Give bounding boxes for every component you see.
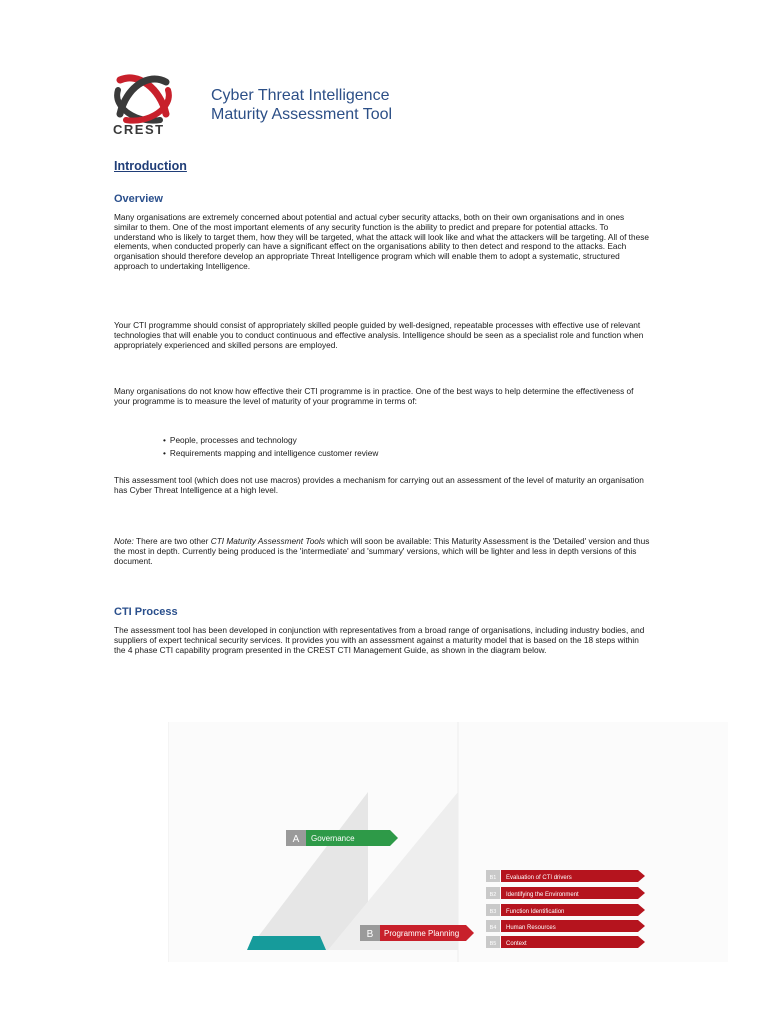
overview-paragraph-1: Many organisations are extremely concerned about potential and actual cyber security attacks, both on their own organisations and in ones similar to them. One of the most important elements of any security function is the ability to predict and prepare for potential attacks. To understand who is likely to target them, how they will be targeted, what the attack will look like and what the attackers will be targeting. All of these elements, when conducted properly can have a significant effect on the organisations ability to then detect and respond to the attacks. Each organisation should therefore develop an appropriate Threat Intelligence program which will enable them to adopt a systematic, structured approach to undertaking Intelligence. bbox=[114, 212, 649, 271]
step-code: B5 bbox=[489, 941, 497, 947]
step-b3 bbox=[486, 904, 645, 916]
phase-a-arrow bbox=[286, 830, 398, 846]
overview-heading: Overview bbox=[114, 193, 163, 205]
step-label: Function Identification bbox=[506, 909, 565, 915]
note-text-b: which will soon be available: This Maturity Assessment is the 'Detailed' version and thus the most in depth. Currently being produced is the 'intermediate' and 'summary' versions, which will be lighter and less in depth versions of this document. bbox=[114, 536, 650, 566]
phase-a-label: Governance bbox=[311, 834, 355, 843]
document-title bbox=[211, 86, 392, 124]
logo-wordmark: CREST bbox=[113, 122, 165, 137]
step-label: Identifying the Environment bbox=[506, 892, 579, 898]
note-italic-text: CTI Maturity Assessment Tools bbox=[210, 536, 325, 546]
overview-paragraph-2: Your CTI programme should consist of appropriately skilled people guided by well-designed, repeatable processes with effective use of relevant technologies that will enable you to conduct continuous and effective analysis. Intelligence should be seen as a specialist role and function when appropriately experienced and skilled persons are employed. bbox=[114, 320, 644, 350]
list-item: • People, processes and technology bbox=[163, 434, 378, 447]
step-label: Human Resources bbox=[506, 925, 556, 931]
base-teal-bar bbox=[247, 936, 326, 950]
note-text-a: There are two other bbox=[133, 536, 211, 546]
title-line-2: Maturity Assessment Tool bbox=[211, 106, 393, 123]
cti-phase-diagram bbox=[168, 722, 728, 962]
step-b5 bbox=[486, 936, 645, 948]
overview-paragraph-4: This assessment tool (which does not use macros) provides a mechanism for carrying out an assessment of the level of maturity an organisation has Cyber Threat Intelligence at a high level. bbox=[114, 475, 644, 495]
step-code: B3 bbox=[489, 909, 497, 915]
cti-process-heading: CTI Process bbox=[114, 606, 178, 618]
phase-a-letter: A bbox=[292, 834, 300, 845]
step-b1 bbox=[486, 870, 645, 882]
overview-paragraph-3: Many organisations do not know how effective their CTI programme is in practice. One of the best ways to help determine the effectiveness of your programme is to measure the level of maturity of your programme in terms of: bbox=[114, 386, 634, 406]
step-label: Context bbox=[506, 941, 527, 947]
step-code: B1 bbox=[489, 875, 497, 881]
cti-process-paragraph: The assessment tool has been developed in conjunction with representatives from a broad range of organisations, including industry bodies, and suppliers of expert technical security services. It provides you with an assessment against a maturity model that is based on the 18 steps within the 4 phase CTI capability program presented in the CREST CTI Management Guide, as shown in the diagram below. bbox=[114, 625, 645, 655]
introduction-heading: Introduction bbox=[114, 159, 187, 173]
phase-b-letter: B bbox=[366, 929, 374, 940]
title-line-1: Cyber Threat Intelligence bbox=[211, 87, 390, 104]
note-label: Note: bbox=[114, 536, 134, 546]
step-b2 bbox=[486, 887, 645, 899]
step-label: Evaluation of CTI drivers bbox=[506, 875, 572, 881]
bullet-list bbox=[163, 434, 378, 460]
step-b4 bbox=[486, 920, 645, 932]
phase-b-arrow bbox=[360, 925, 474, 941]
list-item: • Requirements mapping and intelligence customer review bbox=[163, 447, 378, 460]
step-code: B4 bbox=[489, 925, 497, 931]
phase-b-label: Programme Planning bbox=[384, 929, 460, 938]
note-paragraph bbox=[114, 537, 650, 566]
step-code: B2 bbox=[489, 892, 497, 898]
